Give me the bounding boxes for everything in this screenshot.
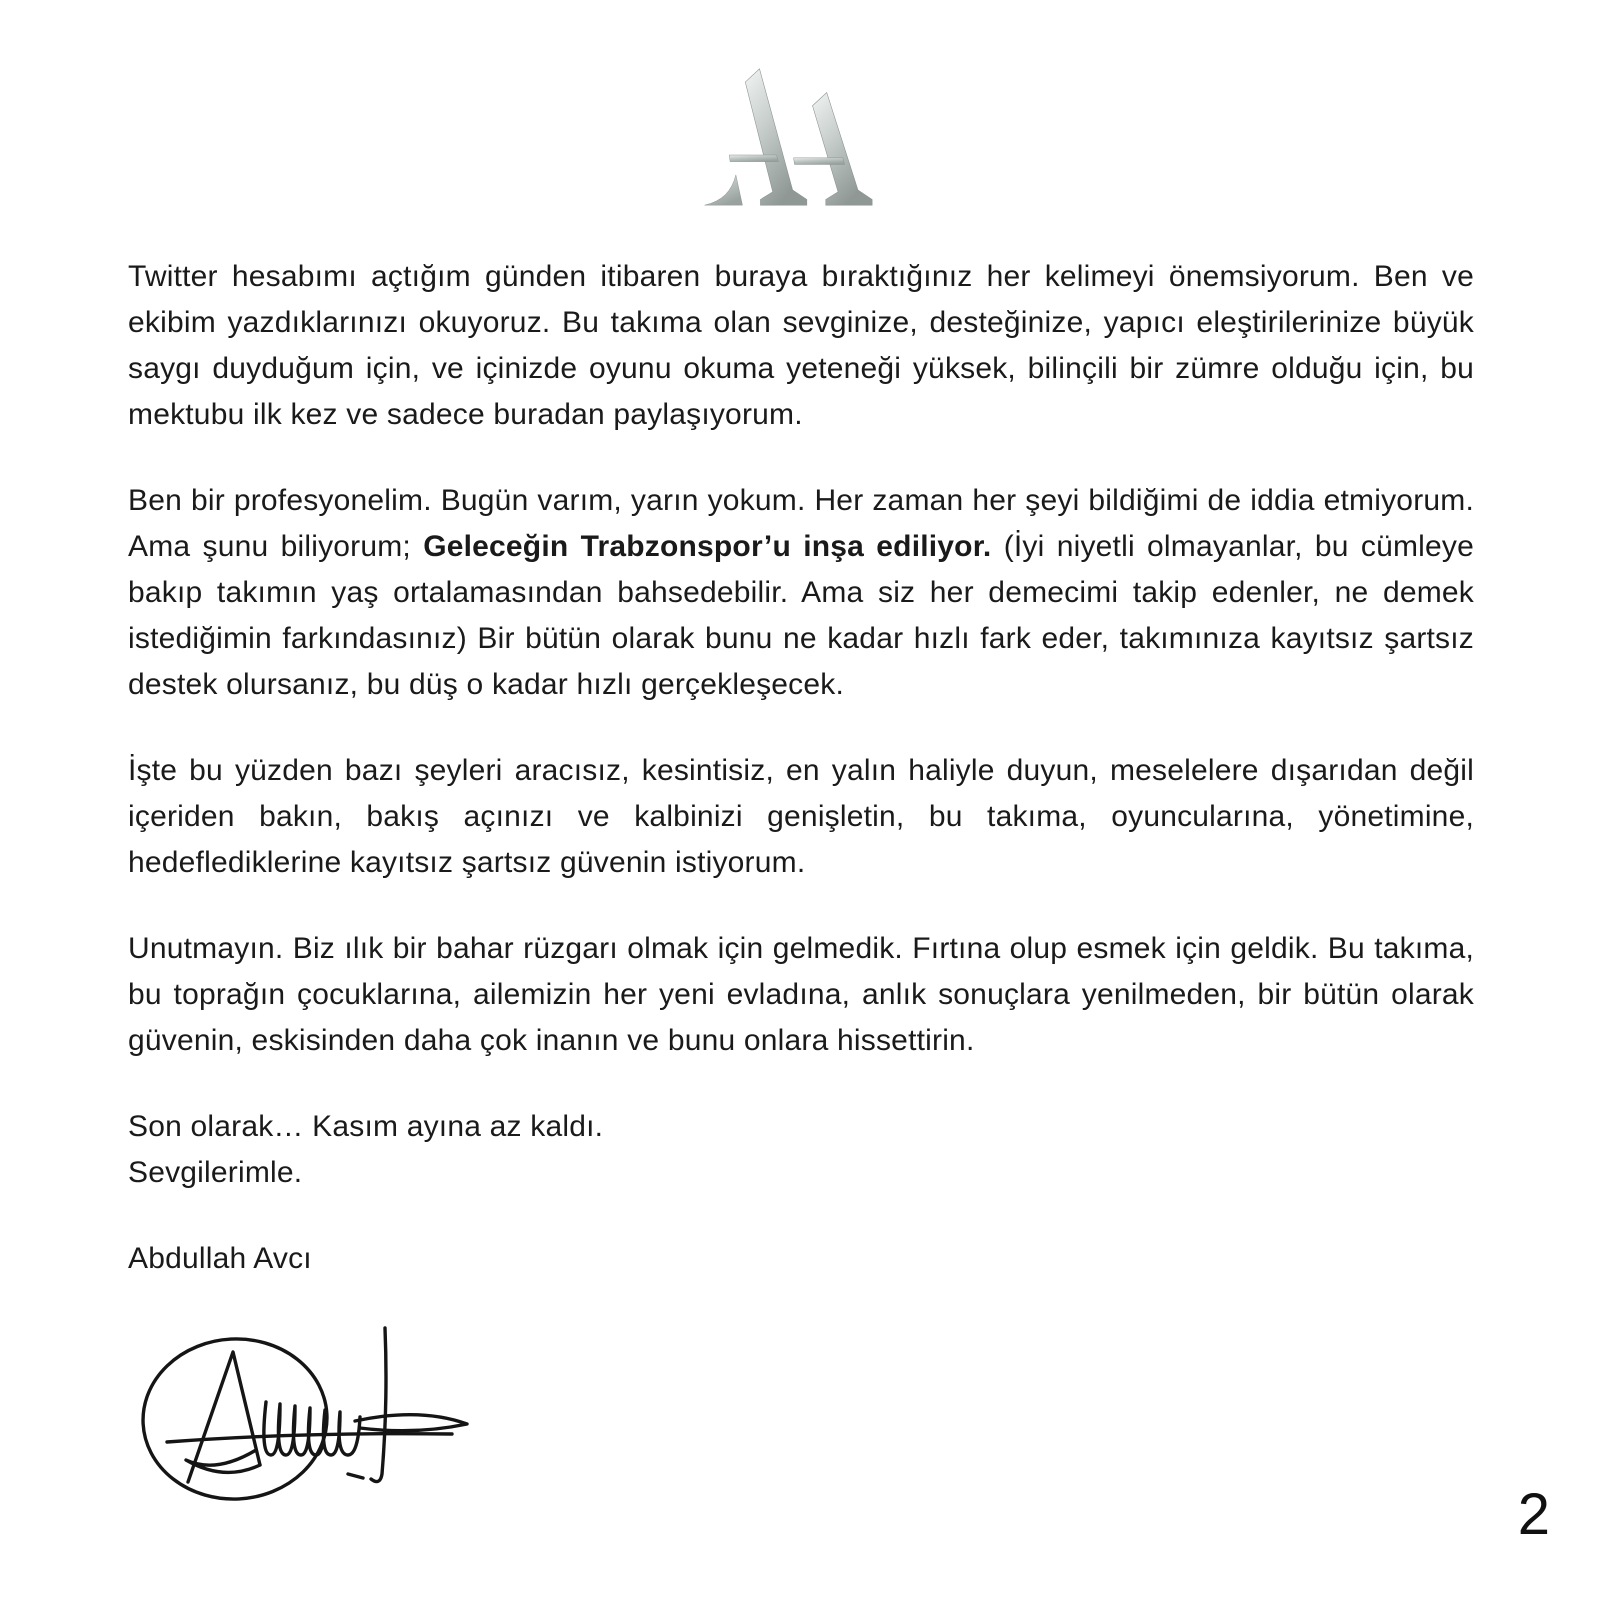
signature-dash	[348, 1474, 363, 1478]
signature-flourish	[355, 1415, 467, 1431]
paragraph-1: Twitter hesabımı açtığım günden itibaren buraya bıraktığınız her kelimeyi önemsiyorum. Ben ve ekibim yazdıklarınızı okuyoruz. Bu takıma olan sevginize, desteğinize, yapıcı eleştirilerinize büyük saygı duyduğum için, ve içinizde oyunu okuma yeteneği yüksek, bilinçili bir zümre olduğu için, bu mektubu ilk kez ve sadece buradan paylaşıyorum.	[128, 260, 1474, 431]
aa-monogram-logo	[688, 66, 884, 208]
signer-name: Abdullah Avcı	[128, 1242, 312, 1275]
signature-loops	[264, 1402, 360, 1455]
closing-block	[128, 1104, 1474, 1196]
closing-line-2: Sevgilerimle.	[128, 1156, 303, 1189]
paragraph-2-before-bold: Ben bir profesyonelim. Bugün varım, yarın yokum. Her zaman her şeyi bildiğimi de iddia etmiyorum. Ama şunu biliyorum;	[128, 484, 1474, 563]
letter-body	[128, 254, 1474, 1322]
signature-vertical-stroke	[371, 1328, 386, 1482]
paragraph-4: Unutmayın. Biz ılık bir bahar rüzgarı olmak için gelmedik. Fırtına olup esmek için geldik. Bu takıma, bu toprağın çocuklarına, ailemizin her yeni evladına, anlık sonuçlara yenilmeden, bir bütün olarak güvenin, eskisinden daha çok inanın ve bunu onlara hissettirin.	[128, 932, 1474, 1057]
closing-line-1: Son olarak… Kasım ayına az kaldı.	[128, 1110, 604, 1143]
paragraph-2	[128, 478, 1474, 708]
handwritten-signature	[120, 1322, 480, 1508]
logo-letter-a-left	[705, 69, 807, 205]
page-number: 2	[1517, 1482, 1550, 1547]
paragraph-3: İşte bu yüzden bazı şeyleri aracısız, kesintisiz, en yalın haliyle duyun, meselelere dışarıdan değil içeriden bakın, bakış açınızı ve kalbinizi genişletin, bu takıma, oyuncularına, yönetimine, hedeflediklerine kayıtsız şartsız güvenin istiyorum.	[128, 754, 1474, 879]
logo-letter-a-right	[794, 93, 873, 206]
paragraph-2-after-bold: (İyi niyetli olmayanlar, bu cümleye bakıp takımın yaş ortalamasından bahsedebilir. Ama siz her demecimi takip edenler, ne demek istediğimin farkındasınız) Bir bütün olarak bunu ne kadar hızlı fark eder, takımınıza kayıtsız şartsız destek olursanız, bu düş o kadar hızlı gerçekleşecek.	[128, 530, 1474, 701]
bold-phrase-trabzonspor: Geleceğin Trabzonspor’u inşa ediliyor.	[423, 530, 992, 563]
